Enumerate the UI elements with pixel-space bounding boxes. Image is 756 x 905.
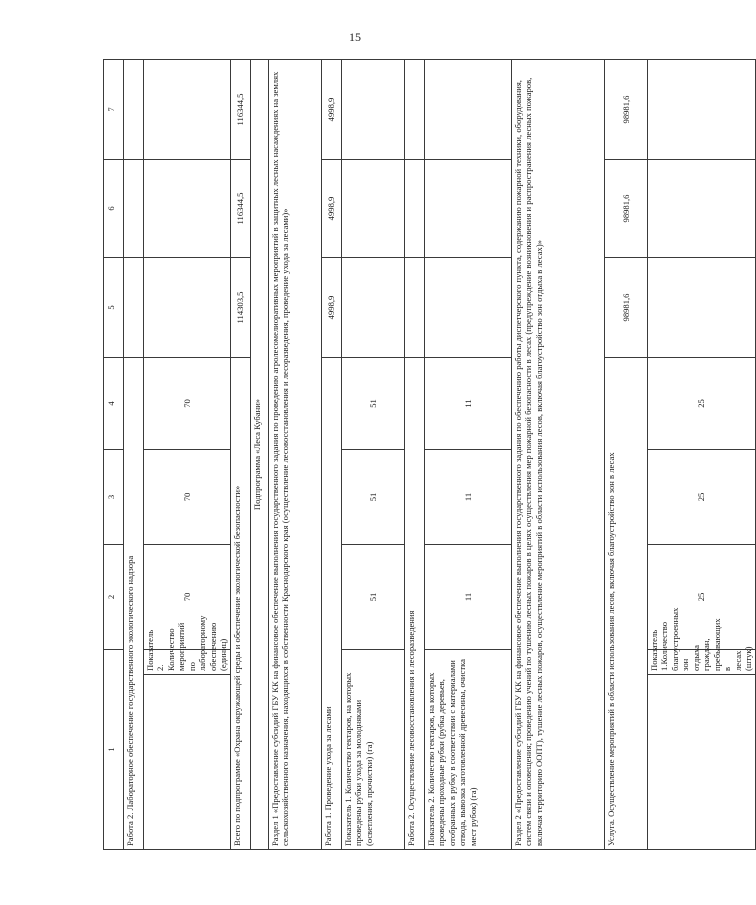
empty-cell: [424, 59, 511, 159]
header-cell-4: 4: [104, 357, 124, 449]
section2-title: Раздел 2 «Предоставление субсидий ГБУ КК на финансовое обеспечение выполнения государственного задания по обеспечению работы диспетчерского пункта, содержанию пожарной техники, оборудования, систем связи и оповещения; проведению учений по тушению лесных пожаров в целях осуществления мер пожарной безопасности в лесах (предупреждение возникновения и распространения лесных пожаров, включая территорию ООПТ), тушение лесных пожаров, осуществление мероприятий в области использования лесов, включая благоустройство зон отдыха в лесах)»: [511, 59, 604, 849]
indicator2-lab-col3: 70: [144, 449, 231, 544]
table-row: [268, 59, 321, 849]
work2-lab-label: Работа 2. Лабораторное обеспечение государственного экологического надзора: [124, 357, 144, 849]
empty-cell: [647, 675, 755, 850]
work1-care-col7: 4998,9: [321, 59, 341, 159]
subprogram-total-col6: 116344,5: [230, 159, 250, 257]
indicator1-care-label: Показатель 1. Количество гектаров, на которых проведены рубки ухода за молодняками (осветления, прочистки) (га): [341, 649, 404, 849]
indicator2-reforest-col4: 11: [424, 357, 511, 449]
indicator2-reforest-label: Показатель 2. Количество гектаров, на которых проведены проходные рубки (рубка деревьев, отобранных в рубку в соответствии с материалами отвода, вывозка заготовленной древесины, очистка мест рубок) (га): [424, 649, 511, 849]
header-cell-6: 6: [104, 159, 124, 257]
subsidy-table: [103, 59, 756, 850]
empty-cell: [404, 257, 424, 357]
service-col6: 98981,6: [604, 159, 647, 257]
work1-care-col6: 4998,9: [321, 159, 341, 257]
empty-cell: [404, 159, 424, 257]
work1-care-label: Работа 1. Проведение ухода за лесами: [321, 357, 341, 849]
subprogram-total-col5: 114303,5: [230, 257, 250, 357]
header-cell-7: 7: [104, 59, 124, 159]
empty-cell: [424, 257, 511, 357]
work2-reforest-label: Работа 2. Осуществление лесовосстановления и лесоразведения: [404, 357, 424, 849]
table-header-row: [104, 59, 124, 849]
indicator1-care-col4: 51: [341, 357, 404, 449]
rotated-table-container: [103, 60, 754, 850]
empty-cell: [124, 59, 144, 159]
table-row: [511, 59, 604, 849]
indicator1-care-col2: 51: [341, 544, 404, 649]
table-row: [647, 59, 755, 849]
empty-cell: [647, 59, 755, 159]
indicator2-reforest-col3: 11: [424, 449, 511, 544]
empty-cell: [647, 159, 755, 257]
work1-care-col5: 4998,9: [321, 257, 341, 357]
section1-title: Раздел 1 «Предоставление субсидий ГБУ КК на финансовое обеспечение выполнения государственного задания по проведению агролесомелиоративных мероприятий в защитных лесных насаждениях на землях сельскохозяйственного назначения, находящихся в собственности Краснодарского края (осуществление лесовосстановления и лесоразведения, проведение ухода за лесами)»: [268, 59, 321, 849]
empty-cell: [144, 159, 231, 257]
table-row: [250, 59, 268, 849]
table-row: [230, 59, 250, 849]
empty-cell: [424, 159, 511, 257]
service-label: Услуга. Осуществление мероприятий в области использования лесов, включая благоустройство зон в лесах: [604, 357, 647, 849]
table-row: [341, 59, 404, 849]
empty-cell: [144, 59, 231, 159]
table-row: [424, 59, 511, 849]
service-col5: 98981,6: [604, 257, 647, 357]
table-row: [124, 59, 144, 849]
service-col7: 98981,6: [604, 59, 647, 159]
indicator1-care-col3: 51: [341, 449, 404, 544]
indicator2-lab-col4: 70: [144, 357, 231, 449]
indicator1-zones-col4: 25: [647, 357, 755, 449]
header-cell-2: 2: [104, 544, 124, 649]
header-cell-5: 5: [104, 257, 124, 357]
table-row: [404, 59, 424, 849]
empty-cell: [144, 257, 231, 357]
table-row: [144, 59, 231, 849]
subprogram-total-col7: 116344,5: [230, 59, 250, 159]
table-row: [321, 59, 341, 849]
indicator2-lab-label: Показатель 2. Количество мероприятий по лабораторному обеспечению (единиц): [144, 649, 231, 674]
empty-cell: [124, 159, 144, 257]
empty-cell: [341, 257, 404, 357]
empty-cell: [341, 59, 404, 159]
empty-cell: [341, 159, 404, 257]
indicator2-lab-col2: 70: [144, 544, 231, 649]
header-cell-3: 3: [104, 449, 124, 544]
page-number: 15: [349, 30, 361, 44]
indicator1-zones-col2: 25: [647, 544, 755, 649]
empty-cell: [647, 257, 755, 357]
indicator1-zones-col3: 25: [647, 449, 755, 544]
subprogram-total-label: Всего по подпрограмме «Охрана окружающей среды и обеспечение экологической безопасности»: [230, 357, 250, 849]
empty-cell: [144, 675, 231, 850]
empty-cell: [124, 257, 144, 357]
subprogram-title: Подпрограмма «Леса Кубани»: [250, 59, 268, 849]
table-row: [604, 59, 647, 849]
header-cell-1: 1: [104, 649, 124, 849]
empty-cell: [404, 59, 424, 159]
indicator1-zones-label: Показатель 1.Количество благоустроенных зон отдыха граждан, пребывающих в лесах (штук): [647, 649, 755, 674]
indicator2-reforest-col2: 11: [424, 544, 511, 649]
